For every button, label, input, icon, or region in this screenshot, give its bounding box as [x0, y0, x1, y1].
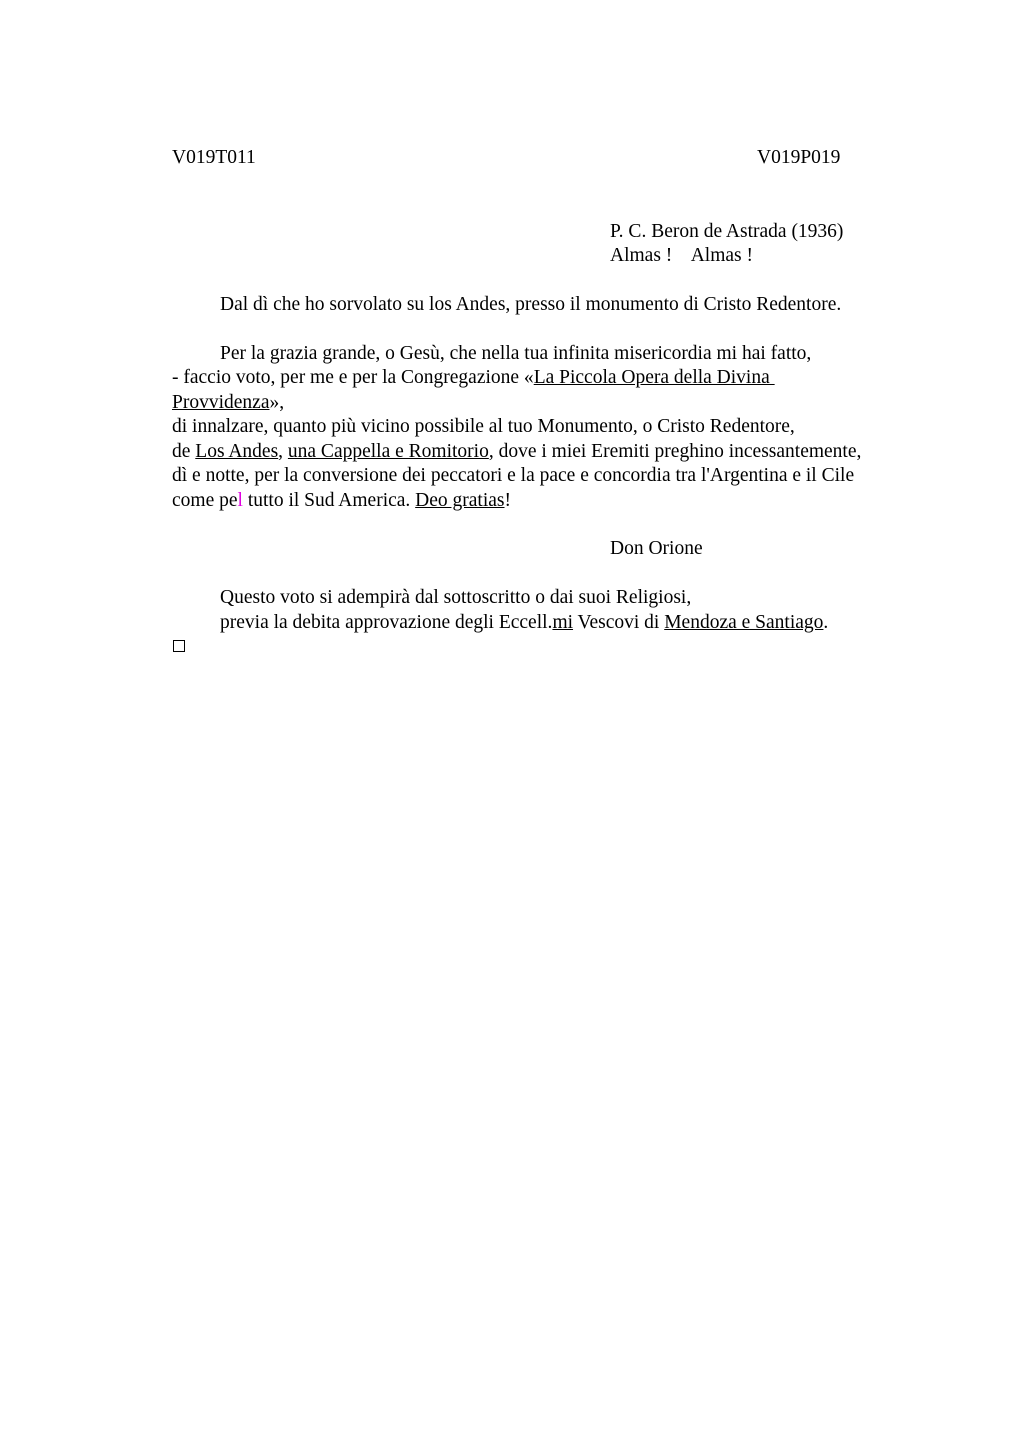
- text-run: come pe: [172, 490, 238, 511]
- paragraph-1: Dal dì che ho sorvolato su los Andes, presso il monumento di Cristo Redentore.: [220, 294, 842, 315]
- text-run: »,: [269, 392, 285, 413]
- text-run: ,: [278, 441, 288, 462]
- paragraph-3-line-1: Questo voto si adempirà dal sottoscritto o dai suoi Religiosi,: [220, 587, 692, 608]
- square-outline-icon: [173, 640, 185, 652]
- congregation-name-link: La Piccola Opera della Divina: [533, 367, 775, 388]
- signature: Don Orione: [610, 538, 703, 559]
- text-run: .: [823, 612, 829, 633]
- text-run: de: [172, 441, 196, 462]
- highlighted-letter: l: [237, 490, 243, 511]
- text-run: !: [504, 490, 512, 511]
- text-run: previa la debita approvazione degli Eccell.: [220, 612, 553, 633]
- paragraph-2-line-7: [172, 489, 511, 513]
- mendoza-santiago-link: Mendoza e Santiago: [664, 612, 824, 633]
- paragraph-2-line-1: Per la grazia grande, o Gesù, che nella tua infinita misericordia mi hai fatto,: [220, 343, 812, 364]
- los-andes-link: Los Andes: [195, 441, 279, 462]
- text-run: - faccio voto, per me e per la Congregazione «: [172, 367, 534, 388]
- attribution-line-1: P. C. Beron de Astrada (1936): [610, 221, 844, 242]
- mi-abbreviation: mi: [552, 612, 574, 633]
- paragraph-2-line-2: [172, 366, 775, 390]
- text-run: tutto il Sud America.: [242, 490, 416, 511]
- text-run: Vescovi di: [573, 612, 665, 633]
- paragraph-3-line-2: [220, 611, 828, 635]
- paragraph-2-line-5: [172, 440, 861, 464]
- paragraph-2-line-6: dì e notte, per la conversione dei peccatori e la pace e concordia tra l'Argentina e il Cile: [172, 465, 855, 486]
- text-run: , dove i miei Eremiti preghino incessantemente,: [488, 441, 862, 462]
- paragraph-2-line-4: di innalzare, quanto più vicino possibile al tuo Monumento, o Cristo Redentore,: [172, 416, 795, 437]
- paragraph-2-line-3: [172, 391, 284, 415]
- attribution-line-2: Almas ! Almas !: [610, 245, 753, 266]
- cappella-romitorio-link: una Cappella e Romitorio: [287, 441, 489, 462]
- header-left-code: V019T011: [172, 147, 256, 168]
- deo-gratias-link: Deo gratias: [415, 490, 505, 511]
- congregation-name-link-continued: Provvidenza: [172, 392, 270, 413]
- header-right-code: V019P019: [757, 147, 841, 168]
